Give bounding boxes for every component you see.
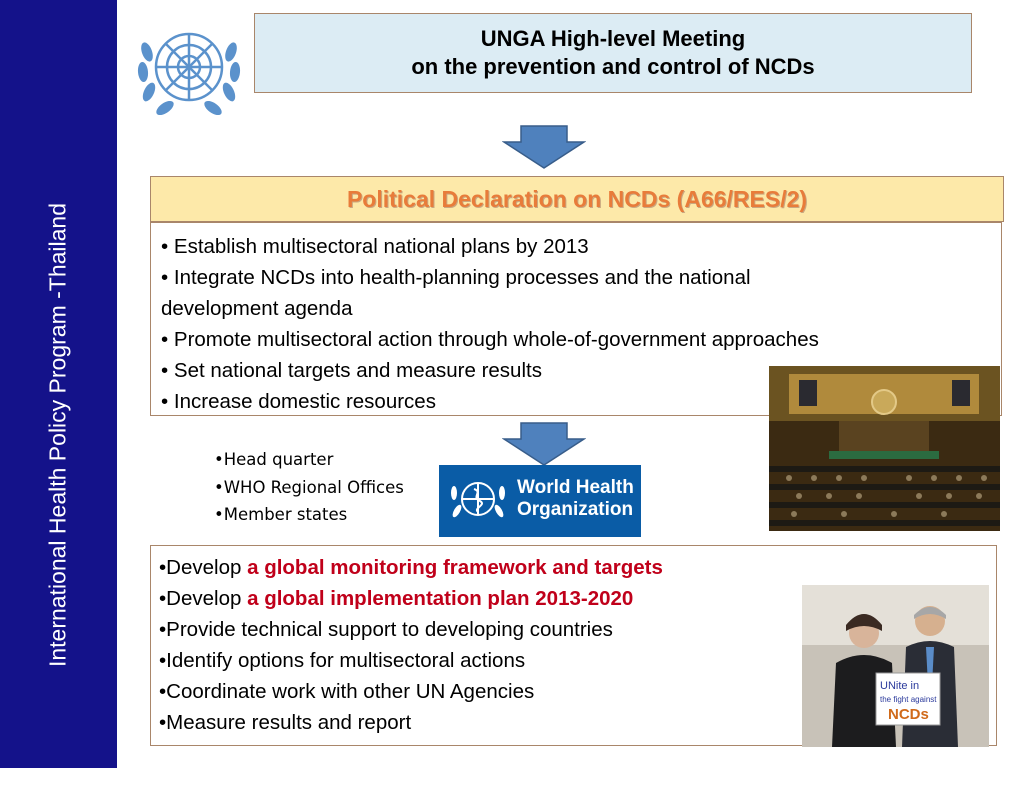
list-item: • Increase domestic resources [161, 390, 436, 413]
list-item: •Identify options for multisectoral actions [159, 649, 526, 672]
leaders-photo [802, 585, 989, 747]
list-item: • Establish multisectoral national plans by 2013 [161, 235, 589, 258]
who-levels-list [214, 446, 404, 529]
list-item: •Member states [214, 505, 348, 524]
list-item-continuation: development agenda [161, 297, 353, 320]
list-item: •Develop a global implementation plan 2013-2020 [159, 587, 634, 610]
sign-text: the fight against [880, 695, 937, 704]
sign-text: NCDs [888, 706, 929, 723]
list-item: •Provide technical support to developing countries [159, 618, 613, 641]
list-item: • Set national targets and measure results [161, 359, 542, 382]
meeting-title-line2: on the prevention and control of NCDs [411, 54, 815, 79]
list-item: • Integrate NCDs into health-planning processes and the national [161, 266, 751, 289]
meeting-title-line1: UNGA High-level Meeting [480, 26, 746, 51]
list-item: •Head quarter [214, 450, 334, 469]
list-item: •WHO Regional Offices [214, 477, 404, 497]
list-item: •Coordinate work with other UN Agencies [159, 680, 535, 703]
who-logo-text: World Health Organization [517, 477, 634, 520]
declaration-title: Political Declaration on NCDs (A66/RES/2) [150, 176, 1004, 222]
un-emblem-icon [133, 22, 245, 120]
who-logo [439, 465, 641, 537]
arrow-down-icon [502, 125, 586, 169]
sidebar [0, 0, 117, 768]
list-item: •Measure results and report [159, 711, 412, 734]
sign-text: UNite in [880, 680, 920, 692]
sidebar-label: International Health Policy Program -Thailand [44, 202, 71, 668]
general-assembly-photo [769, 366, 1000, 531]
list-item: • Promote multisectoral action through whole-of-government approaches [161, 328, 819, 351]
list-item: •Develop a global monitoring framework and targets [159, 556, 663, 579]
meeting-title-box [254, 13, 972, 93]
who-emblem-icon [445, 471, 511, 531]
arrow-down-icon [502, 422, 586, 466]
